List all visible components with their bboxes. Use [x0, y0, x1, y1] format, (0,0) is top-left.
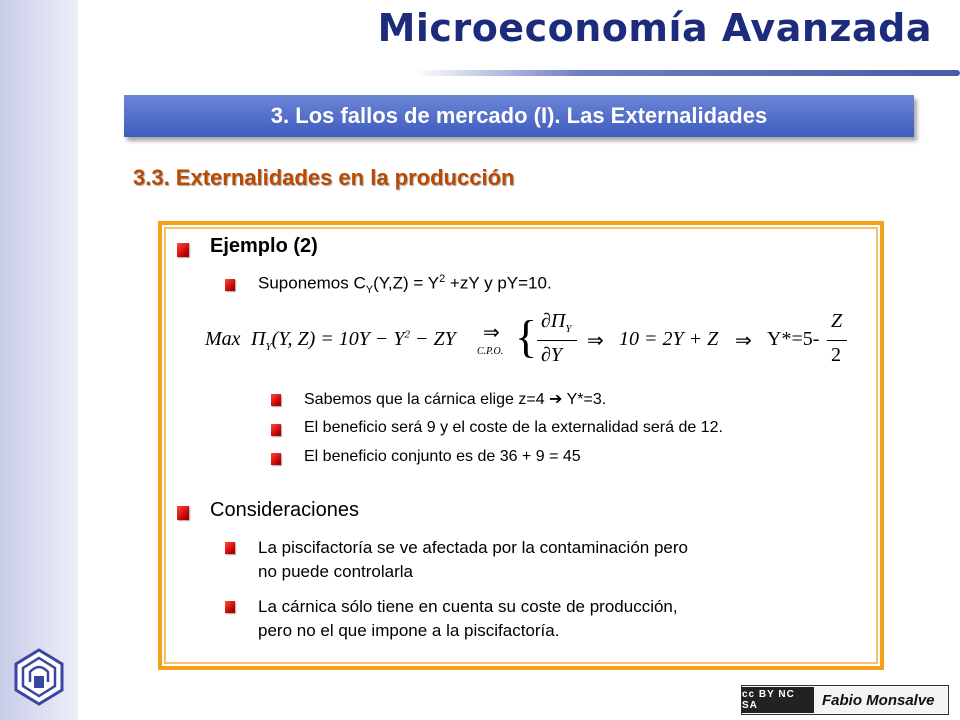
license-footer: [741, 685, 949, 715]
fraction-line: [827, 340, 847, 341]
sub-item-3: El beneficio conjunto es de 36 + 9 = 45: [304, 448, 581, 465]
header-divider: [415, 70, 960, 76]
arrow-3: ⇒: [735, 330, 752, 352]
consideracion-1: La piscifactoría se ve afectada por la contaminación pero no puede controlarla: [258, 538, 688, 581]
formula-objective: $\Pi_Y(Y$, $Z) = 10Y - Y^2$ − ZY: [251, 328, 456, 353]
bullet-icon: [271, 394, 281, 406]
z-numerator: Z: [831, 310, 843, 332]
formula-max: Max: [205, 328, 241, 350]
optimization-formula: [205, 310, 855, 382]
sub-item-1: Sabemos que la cárnica elige z=4 ➔ Y*=3.: [304, 391, 607, 408]
bullet-icon: [177, 506, 189, 520]
brace-icon: {: [515, 311, 538, 362]
z-denominator: 2: [831, 344, 841, 366]
bullet-icon: [225, 601, 235, 613]
fraction-line: [537, 340, 577, 341]
derivative-denominator: ∂Y: [541, 344, 563, 366]
bullet-icon: [177, 243, 189, 257]
sub-item-2: El beneficio será 9 y el coste de la externalidad será de 12.: [304, 419, 723, 436]
cc-license-icon: cc BY NC SA: [742, 687, 814, 713]
consideracion-2: La cárnica sólo tiene en cuenta su coste de producción, pero no el que impone a la piscifactoría.: [258, 597, 678, 640]
consideraciones-heading: Consideraciones: [210, 499, 359, 521]
arrow-1: ⇒: [483, 322, 500, 344]
course-title: Microeconomía Avanzada: [377, 6, 932, 50]
ejemplo-heading: Ejemplo (2): [210, 235, 318, 257]
bullet-icon: [225, 279, 235, 291]
subsection-title: 3.3. Externalidades en la producción: [133, 165, 515, 190]
left-sidebar: [0, 0, 78, 720]
bullet-icon: [225, 542, 235, 554]
author-name: Fabio Monsalve: [822, 691, 935, 709]
result-text: Y*=5-: [767, 328, 820, 350]
arrow-2: ⇒: [587, 330, 604, 352]
bullet-icon: [271, 453, 281, 465]
section-title-bar: [124, 95, 914, 137]
section-title: 3. Los fallos de mercado (I). Las Externalidades: [270, 103, 768, 128]
bullet-icon: [271, 424, 281, 436]
foc-equation: 10 = 2Y + Z: [619, 328, 719, 350]
supuesto-text: Suponemos $C_Y(Y,Z) = Y^2 +zY$ y pY=10.: [258, 273, 552, 297]
cpo-label: C.P.O.: [477, 346, 504, 357]
university-logo-icon: [12, 648, 66, 706]
derivative-numerator: $\partial\Pi_Y$: [541, 310, 572, 335]
